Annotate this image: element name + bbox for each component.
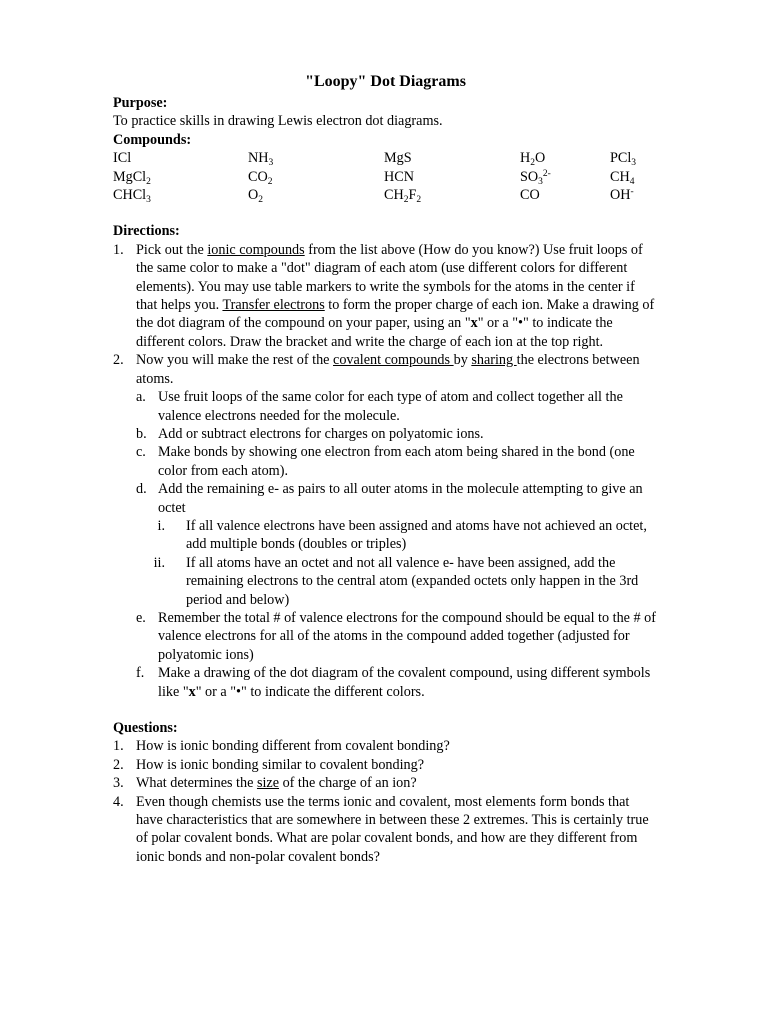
compounds-heading: Compounds: xyxy=(113,131,192,148)
text-run: Remember the total # of valence electrons for the compound should be equal to the # of valence electrons for all of the atoms in the compound added together (adjusted for polyatomic ions) xyxy=(158,609,656,663)
list-number: 1. xyxy=(113,738,124,755)
text-run: Make a drawing of the dot diagram of the covalent compound, using different symbols like " xyxy=(158,665,651,700)
direction-subitem xyxy=(113,388,658,425)
compound-formula xyxy=(520,149,610,167)
list-number: 2. xyxy=(113,756,124,773)
text-run: What determines the xyxy=(136,775,257,792)
purpose-heading: Purpose: xyxy=(113,95,168,111)
text-run: NH xyxy=(248,150,269,167)
text-run: CH xyxy=(384,187,404,204)
compound-formula xyxy=(113,186,248,204)
direction-subitem xyxy=(113,664,658,701)
compound-formula xyxy=(384,168,520,186)
compound-formula xyxy=(520,186,610,204)
text-run: the electrons between atoms. xyxy=(136,352,640,387)
list-number: b. xyxy=(136,425,147,442)
underlined-text: size xyxy=(256,775,280,792)
compound-formula xyxy=(384,186,520,204)
direction-subitem xyxy=(113,480,658,517)
text-run: by xyxy=(453,352,472,369)
list-number: e. xyxy=(136,609,146,626)
direction-subsubitem xyxy=(113,554,658,609)
compound-formula xyxy=(610,186,658,204)
direction-item xyxy=(113,351,658,388)
text-run: CHCl xyxy=(113,187,147,204)
compounds-row xyxy=(113,149,658,167)
subscript: 4 xyxy=(629,176,635,187)
text-run: Even though chemists use the terms ionic and covalent, most elements form bonds that have characteristics that are somewhere in between these 2 extremes. This is certainly true of polar covalent bonds. What are polar covalent bonds, and how are they different from ionic bonds and non-polar covalent bonds? xyxy=(136,793,649,865)
text-run: Add or subtract electrons for charges on polyatomic ions. xyxy=(158,425,484,442)
bold-text: x xyxy=(470,315,478,332)
text-run: " or a "•" to indicate the different colors. xyxy=(195,683,425,700)
compound-formula xyxy=(610,149,658,167)
compound-formula xyxy=(248,149,384,167)
list-number: 4. xyxy=(113,793,124,810)
text-run: O xyxy=(248,187,259,204)
list-number: d. xyxy=(136,481,147,498)
compound-formula xyxy=(113,149,248,167)
text-run: PCl xyxy=(610,150,632,167)
underlined-text: covalent compounds xyxy=(333,352,454,369)
text-run: CO xyxy=(248,168,268,185)
list-number: 3. xyxy=(113,775,124,792)
direction-subitem xyxy=(113,609,658,664)
superscript: 2- xyxy=(542,168,551,179)
questions-list xyxy=(113,737,658,866)
direction-subitem xyxy=(113,425,658,443)
text-run: F xyxy=(408,187,417,204)
text-run: " or a "•" to indicate the different colors. Draw the bracket and write the charge of each ion at the top right. xyxy=(136,315,613,350)
text-run: O xyxy=(535,150,546,167)
page-title: "Loopy" Dot Diagrams xyxy=(305,73,466,90)
text-run: to form the proper charge of each ion. Make a drawing of the dot diagram of the compound on your paper, using an " xyxy=(136,297,655,332)
question-item xyxy=(113,756,658,774)
subscript: 3 xyxy=(146,195,151,206)
list-number: a. xyxy=(136,389,146,406)
subscript: 3 xyxy=(268,158,274,169)
questions-heading: Questions: xyxy=(113,720,178,736)
text-run: CO xyxy=(520,187,540,204)
compound-formula xyxy=(384,149,520,167)
compound-formula xyxy=(610,168,658,186)
text-run: If all atoms have an octet and not all valence e- have been assigned, add the remaining electrons to the central atom (expanded octets only happen in the 3rd period and below) xyxy=(186,554,639,608)
direction-subsubitem xyxy=(113,517,658,554)
question-item xyxy=(113,737,658,755)
subscript: 2 xyxy=(403,195,409,206)
text-run: MgCl xyxy=(113,168,147,185)
text-run: of the charge of an ion? xyxy=(279,775,417,792)
subscript: 2 xyxy=(258,195,263,206)
directions-list xyxy=(113,241,658,701)
spacer xyxy=(113,204,658,222)
list-number: ii. xyxy=(153,554,165,571)
text-run: HCN xyxy=(384,168,414,185)
text-run: Use fruit loops of the same color for each type of atom and collect together all the valence electrons needed for the molecule. xyxy=(158,389,623,424)
text-run: ICl xyxy=(113,150,132,167)
underlined-text: sharing xyxy=(471,352,517,369)
subscript: 2 xyxy=(416,195,422,206)
text-run: MgS xyxy=(384,150,412,167)
direction-subitem xyxy=(113,443,658,480)
text-run: Pick out the xyxy=(136,241,208,258)
list-number: 2. xyxy=(113,352,124,369)
subscript: 2 xyxy=(267,176,273,187)
compound-formula xyxy=(248,168,384,186)
underlined-text: ionic compounds xyxy=(207,241,305,258)
compound-formula xyxy=(248,186,384,204)
spacer xyxy=(113,701,658,719)
compounds-table xyxy=(113,149,658,204)
compound-formula xyxy=(113,168,248,186)
text-run: from the list above (How do you know?) Use fruit loops of the same color to make a "dot" diagram of each atom (use different colors for different elements). You may use table markers to write the symbols for the atoms in the center if that helps you. xyxy=(136,241,643,314)
text-run: CH xyxy=(610,168,630,185)
text-run: Add the remaining e- as pairs to all outer atoms in the molecule attempting to give an octet xyxy=(158,481,643,516)
purpose-text: To practice skills in drawing Lewis electron dot diagrams. xyxy=(113,113,443,130)
compounds-row xyxy=(113,168,658,186)
direction-item xyxy=(113,241,658,351)
list-number: f. xyxy=(136,665,145,682)
text-run: If all valence electrons have been assigned and atoms have not achieved an octet, add multiple bonds (doubles or triples) xyxy=(186,517,647,553)
text-run: H xyxy=(520,150,531,167)
list-number: i. xyxy=(157,517,165,534)
subscript: 3 xyxy=(538,176,543,187)
text-run: How is ionic bonding different from covalent bonding? xyxy=(136,738,450,755)
text-run: Make bonds by showing one electron from each atom being shared in the bond (one color from each atom). xyxy=(158,444,635,479)
question-item xyxy=(113,793,658,867)
list-number: 1. xyxy=(113,241,124,258)
directions-heading: Directions: xyxy=(113,223,180,240)
list-number: c. xyxy=(136,444,146,461)
subscript: 2 xyxy=(530,158,535,169)
compounds-row xyxy=(113,186,658,204)
underlined-text: Transfer electrons xyxy=(222,297,325,314)
text-run: How is ionic bonding similar to covalent bonding? xyxy=(136,756,425,773)
bold-text: x xyxy=(188,683,196,700)
superscript: - xyxy=(630,187,634,198)
document-body xyxy=(113,72,658,866)
text-run: OH xyxy=(610,187,631,204)
subscript: 2 xyxy=(146,176,151,187)
compound-formula xyxy=(520,168,610,186)
question-item xyxy=(113,774,658,792)
text-run: Now you will make the rest of the xyxy=(136,352,334,369)
text-run: SO xyxy=(520,168,539,185)
subscript: 3 xyxy=(631,158,637,169)
